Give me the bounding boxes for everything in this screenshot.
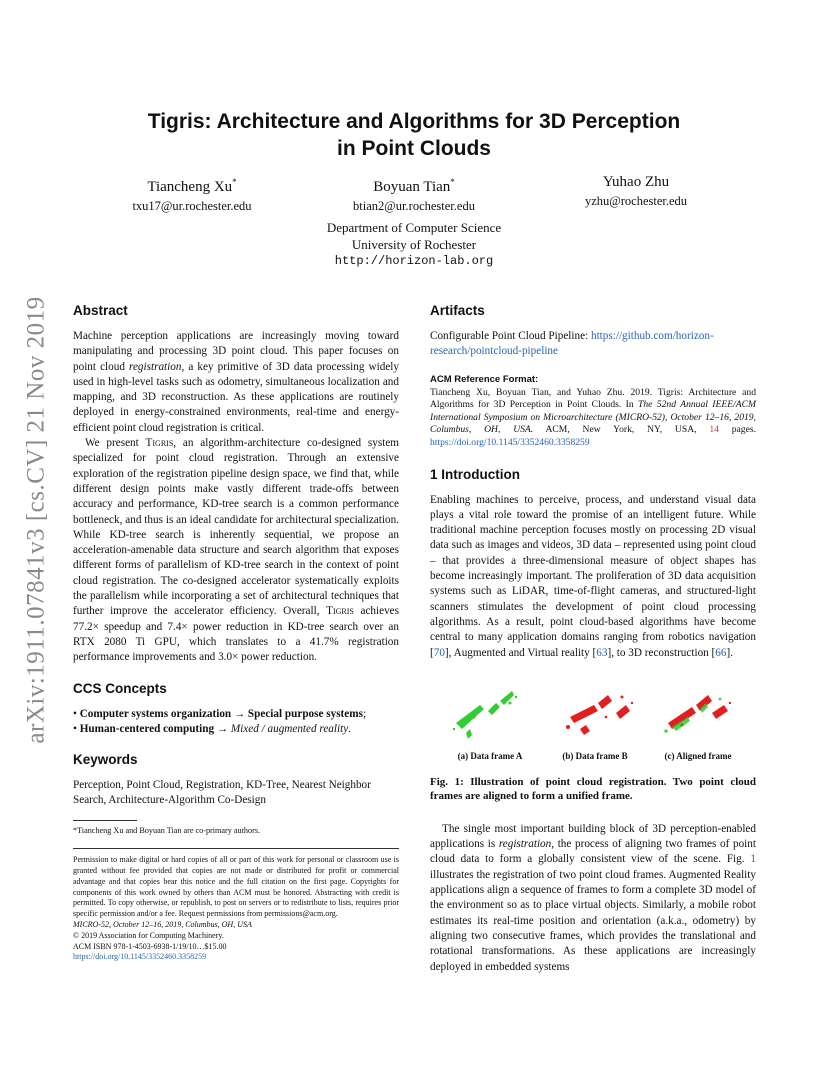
intro-paragraph-2: The single most important building block of 3D perception-enabled applications is registration, the process of aligning two frames of point cloud data to form a globally consistent view of the scene. Fig. 1 illustrates the registration of two point cloud frames. Augmented Reality applications align a sequence of frames to form a complete 3D model of the environment so as to place virtual objects. Similarly, a mobile robot estimates its real-time position and orientation (a.k.a., odometry) by aligning two consecutive frames, which provides the translational and rotational transformations. As these applications are increasingly deployed in embedded systems bbox=[430, 822, 756, 973]
permission-block bbox=[73, 848, 399, 963]
author-mark: * bbox=[232, 177, 237, 187]
author-block-1 bbox=[92, 173, 292, 214]
left-column bbox=[73, 302, 399, 963]
figure-1 bbox=[430, 683, 756, 771]
intro-paragraph-1: Enabling machines to perceive, process, and understand visual data plays a vital role toward the promise of an intelligent future. While traditional machine perception focuses mostly on processing 2D visual data such as images and videos, 3D data – represented using point cloud – that provides a three-dimensional measure of object shapes has become increasingly important. The proliferation of 3D data acquisition systems such as LiDAR, time-of-flight cameras, and structured-light scanners stimulates the development of point cloud processing algorithms. As a result, point cloud-based algorithms have become central to many application domains ranging from robotics navigation [70], Augmented and Virtual reality [63], to 3D reconstruction [66]. bbox=[430, 493, 756, 659]
figure-caption: Fig. 1: Illustration of point cloud registration. Two point cloud frames are aligned to form a unified frame. bbox=[430, 775, 756, 803]
isbn: ACM ISBN 978-1-4503-6938-1/19/10…$15.00 bbox=[73, 941, 227, 951]
arxiv-sidebar bbox=[20, 280, 54, 760]
venue: MICRO-52, October 12–16, 2019, Columbus, OH, USA bbox=[73, 919, 252, 929]
ccs-list bbox=[73, 707, 399, 737]
footnote-rule bbox=[73, 820, 137, 821]
frame-a-image bbox=[453, 691, 517, 739]
abstract-paragraph-2: We present Tigris, an algorithm-architecture co-designed system specialized for point cloud registration. Through an extensive exploration of the registration pipeline design space, we find that, while different design points make vastly different trade-offs between accuracy and performance, KD-tree search is a common performance bottleneck, and thus is an ideal candidate for architectural specialization. While KD-tree search is inherently sequential, we propose an acceleration-amenable data structure and search algorithm that exposes different forms of parallelism of KD-tree search in the context of point cloud registration. The co-designed accelerator systematically exploits the parallelism while incorporating a set of architectural techniques that further improve the accelerator efficiency. Overall, Tigris achieves 77.2× speedup and 7.4× power reduction in KD-tree search over an RTX 2080 Ti GPU, which translates to a 41.7% registration performance improvements and 3.0× power reduction. bbox=[73, 437, 399, 664]
author-email: txu17@ur.rochester.edu bbox=[132, 199, 252, 213]
author-email: btian2@ur.rochester.edu bbox=[353, 199, 475, 213]
keywords-heading: Keywords bbox=[73, 751, 138, 767]
ccs-item: • Computer systems organization → Special purpose systems; bbox=[73, 707, 399, 722]
lab-url: http://horizon-lab.org bbox=[334, 254, 494, 268]
right-column bbox=[430, 302, 756, 975]
subcaption-a: (a) Data frame A bbox=[457, 750, 523, 761]
title-line-2: in Point Clouds bbox=[337, 137, 491, 160]
frame-b-image bbox=[566, 695, 633, 735]
ccs-item: • Human-centered computing → Mixed / augmented reality. bbox=[73, 722, 399, 737]
author-email: yzhu@rochester.edu bbox=[584, 194, 688, 208]
author-name: Tiancheng Xu bbox=[147, 179, 233, 195]
title-line-1: Tigris: Architecture and Algorithms for 3D Perception bbox=[147, 110, 681, 133]
ccs-heading: CCS Concepts bbox=[73, 680, 167, 696]
affiliation bbox=[214, 220, 614, 270]
paper-title bbox=[110, 108, 718, 162]
point-cloud-figure bbox=[430, 683, 756, 771]
subcaption-c: (c) Aligned frame bbox=[664, 750, 732, 761]
subcaption-b: (b) Data frame B bbox=[562, 750, 628, 761]
copyright: © 2019 Association for Computing Machinery. bbox=[73, 930, 224, 940]
author-block-3 bbox=[536, 173, 736, 209]
artifacts-text: Configurable Point Cloud Pipeline: https://github.com/horizon-research/pointcloud-pipeline bbox=[430, 330, 714, 358]
citation-link[interactable]: 66 bbox=[715, 646, 727, 659]
author-name: Yuhao Zhu bbox=[602, 174, 670, 190]
aligned-frame-image bbox=[664, 695, 731, 733]
figure-ref-link[interactable]: 1 bbox=[750, 853, 756, 866]
author-name: Boyuan Tian bbox=[373, 179, 451, 195]
permission-text: Permission to make digital or hard copies of all or part of this work for personal or classroom use is granted without fee provided that copies are not made or distributed for profit or commercial advantage and that copies bear this notice and the full citation on the first page. Copyrights for components of this work owned by others than ACM must be honored. Abstracting with credit is permitted. To copy otherwise, or republish, to post on servers or to redistribute to lists, requires prior specific permission and/or a fee. Request permissions from permissions@acm.org. bbox=[73, 855, 399, 919]
intro-heading: 1 Introduction bbox=[430, 466, 520, 482]
university: University of Rochester bbox=[351, 236, 477, 252]
citation-link[interactable]: 70 bbox=[433, 646, 445, 659]
author-mark: * bbox=[450, 177, 455, 187]
department: Department of Computer Science bbox=[326, 220, 502, 235]
acm-doi-link[interactable]: https://doi.org/10.1145/3352460.3358259 bbox=[430, 436, 590, 448]
acm-ref-text: Tiancheng Xu, Boyuan Tian, and Yuhao Zhu. 2019. Tigris: Architecture and Algorithms for 3D Perception in Point Clouds. In The 52nd Annual IEEE/ACM International Symposium on Microarchitecture (MICRO-52), October 12–16, 2019, Columbus, OH, USA. ACM, New York, NY, USA, 14 pages. https://doi.org/10.1145/3352460.3358259 bbox=[430, 386, 756, 448]
abstract-heading: Abstract bbox=[73, 303, 128, 318]
abstract-paragraph-1: Machine perception applications are increasingly moving toward manipulating and processing 3D point cloud. This paper focuses on point cloud registration, a key primitive of 3D data processing widely used in high-level tasks such as odometry, simultaneous localization and mapping, and 3D reconstruction. As these applications are routinely deployed in energy-constrained environments, real-time and energy-efficient point cloud registration is critical. bbox=[73, 330, 399, 434]
acm-ref-heading: ACM Reference Format: bbox=[430, 373, 539, 385]
doi-link[interactable]: https://doi.org/10.1145/3352460.3358259 bbox=[73, 952, 207, 962]
artifacts-heading: Artifacts bbox=[430, 303, 485, 318]
keywords-text: Perception, Point Cloud, Registration, KD-Tree, Nearest Neighbor Search, Architecture-Algorithm Co-Design bbox=[73, 778, 371, 806]
footnote: *Tiancheng Xu and Boyuan Tian are co-primary authors. bbox=[73, 826, 261, 836]
author-block-2 bbox=[314, 173, 514, 214]
citation-link[interactable]: 63 bbox=[596, 646, 608, 659]
artifact-link[interactable]: https://github.com/horizon-research/pointcloud-pipeline bbox=[430, 330, 714, 358]
arxiv-identifier: arXiv:1911.07841v3 [cs.CV] 21 Nov 2019 bbox=[23, 296, 51, 744]
